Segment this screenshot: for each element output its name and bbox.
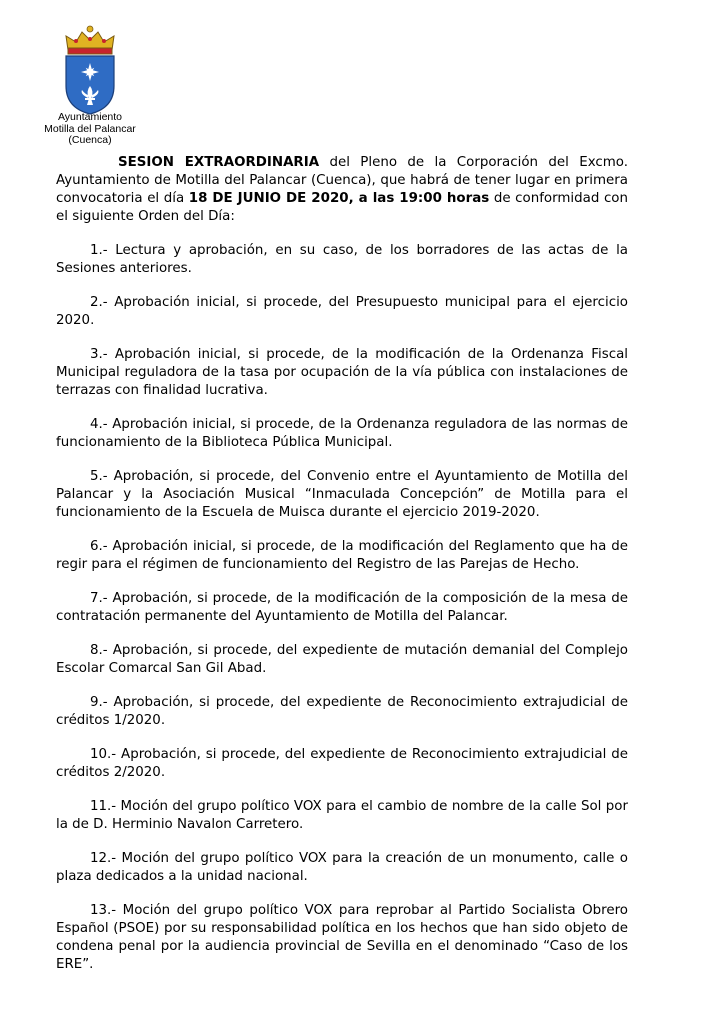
intro-paragraph — [56, 154, 628, 226]
session-date-time: 18 DE JUNIO DE 2020, a las 19:00 horas — [188, 191, 490, 206]
document-body — [56, 154, 628, 974]
agenda-item: 13.- Moción del grupo político VOX para reprobar al Partido Socialista Obrero Español (PSOE) por su responsabilidad política en los hechos que han sido objeto de condena penal por la audiencia provincial de Sevilla en el denominado “Caso de los ERE”. — [56, 903, 628, 972]
coat-of-arms-icon — [54, 24, 126, 116]
agenda-item: 12.- Moción del grupo político VOX para la creación de un monumento, calle o plaza dedicados a la unidad nacional. — [56, 851, 628, 884]
agenda-item: 4.- Aprobación inicial, si procede, de la Ordenanza reguladora de las normas de funcionamiento de la Biblioteca Pública Municipal. — [56, 417, 628, 450]
intro-text-1: del Pleno de la Corporación del Excmo. Ayuntamiento de Motilla del Palancar (Cuenca), que habrá de tener lugar en primera convocatoria el día — [56, 155, 629, 206]
agenda-item: 10.- Aprobación, si procede, del expediente de Reconocimiento extrajudicial de créditos 2/2020. — [56, 747, 628, 780]
caption-line: (Cuenca) — [68, 134, 112, 146]
caption-line: Ayuntamiento — [57, 111, 122, 123]
agenda-item: 9.- Aprobación, si procede, del expediente de Reconocimiento extrajudicial de créditos 1/2020. — [56, 695, 628, 728]
agenda-item: 2.- Aprobación inicial, si procede, del Presupuesto municipal para el ejercicio 2020. — [56, 295, 628, 328]
caption-line: Motilla del Palancar — [44, 122, 136, 135]
crest-caption — [30, 112, 150, 147]
session-type: SESION EXTRAORDINARIA — [118, 155, 320, 170]
agenda-item: 3.- Aprobación inicial, si procede, de la modificación de la Ordenanza Fiscal Municipal reguladora de la tasa por ocupación de la vía pública con instalaciones de terrazas con finalidad lucrativa. — [56, 347, 628, 398]
agenda-item: 7.- Aprobación, si procede, de la modificación de la composición de la mesa de contratación permanente del Ayuntamiento de Motilla del Palancar. — [56, 591, 628, 624]
agenda-item: 1.- Lectura y aprobación, en su caso, de los borradores de las actas de la Sesiones anteriores. — [56, 243, 628, 276]
agenda-item: 11.- Moción del grupo político VOX para el cambio de nombre de la calle Sol por la de D. Herminio Navalon Carretero. — [56, 799, 628, 832]
intro-text-2: de conformidad con el siguiente Orden del Día: — [56, 191, 628, 224]
agenda-item: 8.- Aprobación, si procede, del expediente de mutación demanial del Complejo Escolar Comarcal San Gil Abad. — [56, 643, 628, 676]
agenda-item: 6.- Aprobación inicial, si procede, de la modificación del Reglamento que ha de regir para el régimen de funcionamiento del Registro de las Parejas de Hecho. — [56, 539, 628, 572]
agenda-item: 5.- Aprobación, si procede, del Convenio entre el Ayuntamiento de Motilla del Palancar y la Asociación Musical “Inmaculada Concepción” de Motilla para el funcionamiento de la Escuela de Muisca durante el ejercicio 2019-2020. — [56, 469, 628, 520]
